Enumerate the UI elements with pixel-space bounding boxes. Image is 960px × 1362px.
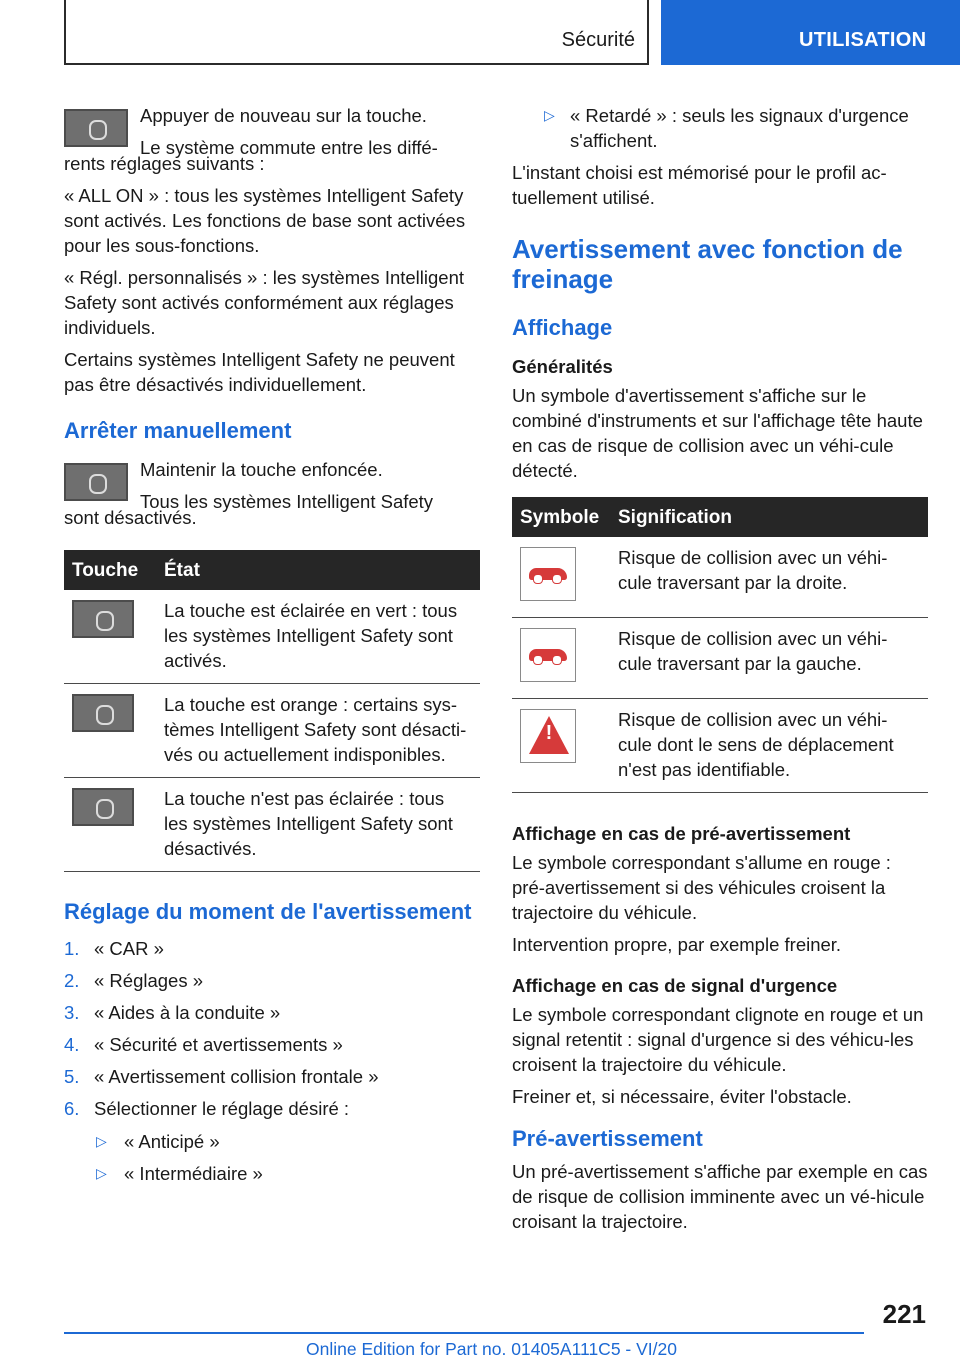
- table-row: [512, 537, 928, 618]
- left-column: [64, 103, 480, 1193]
- warning-triangle-icon: !: [520, 709, 576, 763]
- symbol-table: [512, 497, 928, 793]
- option-item: ▷ « Anticipé »: [96, 1131, 220, 1152]
- option-list-continued: [512, 103, 928, 153]
- intelligent-safety-button-icon: [64, 463, 128, 501]
- press-again-text: Appuyer de nouveau sur la touche.: [140, 105, 427, 126]
- button-off-icon: [72, 788, 134, 826]
- table-cell: La touche est éclairée en vert : tous les systèmes Intelligent Safety sont activés.: [156, 590, 480, 684]
- urgent-text: Le symbole correspondant clignote en rouge et un signal retentit : signal d'urgence si des véhicu-les croisent la trajectoire du véhicule.: [512, 1004, 924, 1075]
- list-item: 4. « Sécurité et avertissements »: [64, 1034, 343, 1055]
- toggle-text-end: rents réglages suivants :: [64, 153, 265, 174]
- table-cell: Risque de collision avec un véhi-cule dont le sens de déplacement n'est pas identifiable.: [610, 699, 928, 793]
- option-item: ▷ « Intermédiaire »: [96, 1163, 263, 1184]
- press-again-block: [64, 103, 480, 160]
- memorized-text: L'instant choisi est mémorisé pour le profil ac-tuellement utilisé.: [512, 162, 887, 208]
- car-crossing-right-icon: [520, 547, 576, 601]
- toggle-text-start: Le système commute entre les diffé-: [140, 137, 438, 158]
- table-cell: Risque de collision avec un véhi-cule traversant par la droite.: [610, 537, 928, 618]
- table-header: État: [156, 550, 480, 590]
- all-off-text-end: sont désactivés.: [64, 507, 197, 528]
- main-heading: Avertissement avec fonction de freinage: [512, 234, 903, 294]
- header-section-tab: [64, 0, 649, 65]
- triangle-bullet-icon: ▷: [96, 1165, 107, 1181]
- triangle-bullet-icon: ▷: [96, 1133, 107, 1149]
- prewarn-display-heading: Affichage en cas de pré-avertissement: [512, 823, 851, 844]
- table-header: Signification: [610, 497, 928, 537]
- timing-heading: Réglage du moment de l'avertissement: [64, 899, 472, 924]
- table-row: [512, 699, 928, 793]
- urgent-heading: Affichage en cas de signal d'urgence: [512, 975, 838, 996]
- general-heading: Généralités: [512, 356, 613, 377]
- header-section-title: Sécurité: [561, 29, 635, 51]
- footer-edition: Online Edition for Part no. 01405A111C5 - VI/20: [306, 1339, 677, 1359]
- list-item: 3. « Aides à la conduite »: [64, 1002, 281, 1023]
- car-crossing-left-icon: [520, 628, 576, 682]
- table-header: Touche: [64, 550, 156, 590]
- manual-heading: Arrêter manuellement: [64, 418, 292, 443]
- table-row: [64, 590, 480, 684]
- table-row: [64, 684, 480, 778]
- page-number: 221: [882, 1299, 926, 1329]
- cannot-disable-text: Certains systèmes Intelligent Safety ne peuvent pas être désactivés individuellement.: [64, 349, 455, 395]
- prewarn-heading: Pré-avertissement: [512, 1126, 703, 1151]
- all-off-text-start: Tous les systèmes Intelligent Safety: [140, 491, 434, 512]
- header-chapter-title: UTILISATION: [799, 29, 927, 51]
- table-cell: Risque de collision avec un véhi-cule traversant par la gauche.: [610, 618, 928, 699]
- all-on-text: « ALL ON » : tous les systèmes Intelligent Safety sont activés. Les fonctions de base sont activées pour les sous-fonctions.: [64, 185, 466, 256]
- general-text: Un symbole d'avertissement s'affiche sur le combiné d'instruments et sur l'affichage tête haute en cas de risque de collision avec un véhi-cule détecté.: [512, 385, 923, 481]
- button-state-table: [64, 550, 480, 872]
- table-row: [512, 618, 928, 699]
- intelligent-safety-button-icon: [64, 109, 128, 147]
- list-item: 5. « Avertissement collision frontale »: [64, 1066, 379, 1087]
- option-item: ▷ « Retardé » : seuls les signaux d'urgence s'affichent.: [544, 105, 909, 151]
- triangle-bullet-icon: ▷: [544, 107, 555, 123]
- own-action-text: Intervention propre, par exemple freiner.: [512, 934, 842, 955]
- prewarn-display-text: Le symbole correspondant s'allume en rouge : pré-avertissement si des véhicules croisent la trajectoire du véhicule.: [512, 852, 891, 923]
- brake-text: Freiner et, si nécessaire, éviter l'obstacle.: [512, 1086, 852, 1107]
- button-orange-icon: [72, 694, 134, 732]
- hold-text: Maintenir la touche enfoncée.: [140, 459, 383, 480]
- prewarn-text: Un pré-avertissement s'affiche par exemple en cas de risque de collision imminente avec un vé-hicule croisant la trajectoire.: [512, 1161, 928, 1232]
- list-item: 2. « Réglages »: [64, 970, 204, 991]
- hold-block: [64, 457, 480, 514]
- header-chapter-tab: [661, 0, 960, 65]
- table-cell: La touche n'est pas éclairée : tous les systèmes Intelligent Safety sont désactivés.: [156, 778, 480, 872]
- list-item: 1. « CAR »: [64, 938, 164, 959]
- table-row: [64, 778, 480, 872]
- list-item: 6. Sélectionner le réglage désiré : ▷ « Anticipé » ▷ « Intermédiaire »: [64, 1096, 480, 1186]
- footer-divider: [64, 1332, 864, 1334]
- display-heading: Affichage: [512, 315, 613, 340]
- table-cell: La touche est orange : certains sys-tèmes Intelligent Safety sont désacti-vés ou actuellement indisponibles.: [156, 684, 480, 778]
- steps-list: [64, 936, 480, 1186]
- right-column: [512, 103, 928, 1241]
- option-list: [94, 1129, 480, 1186]
- button-green-icon: [72, 600, 134, 638]
- table-header: Symbole: [512, 497, 610, 537]
- custom-text: « Régl. personnalisés » : les systèmes Intelligent Safety sont activés conformément aux réglages individuels.: [64, 267, 465, 338]
